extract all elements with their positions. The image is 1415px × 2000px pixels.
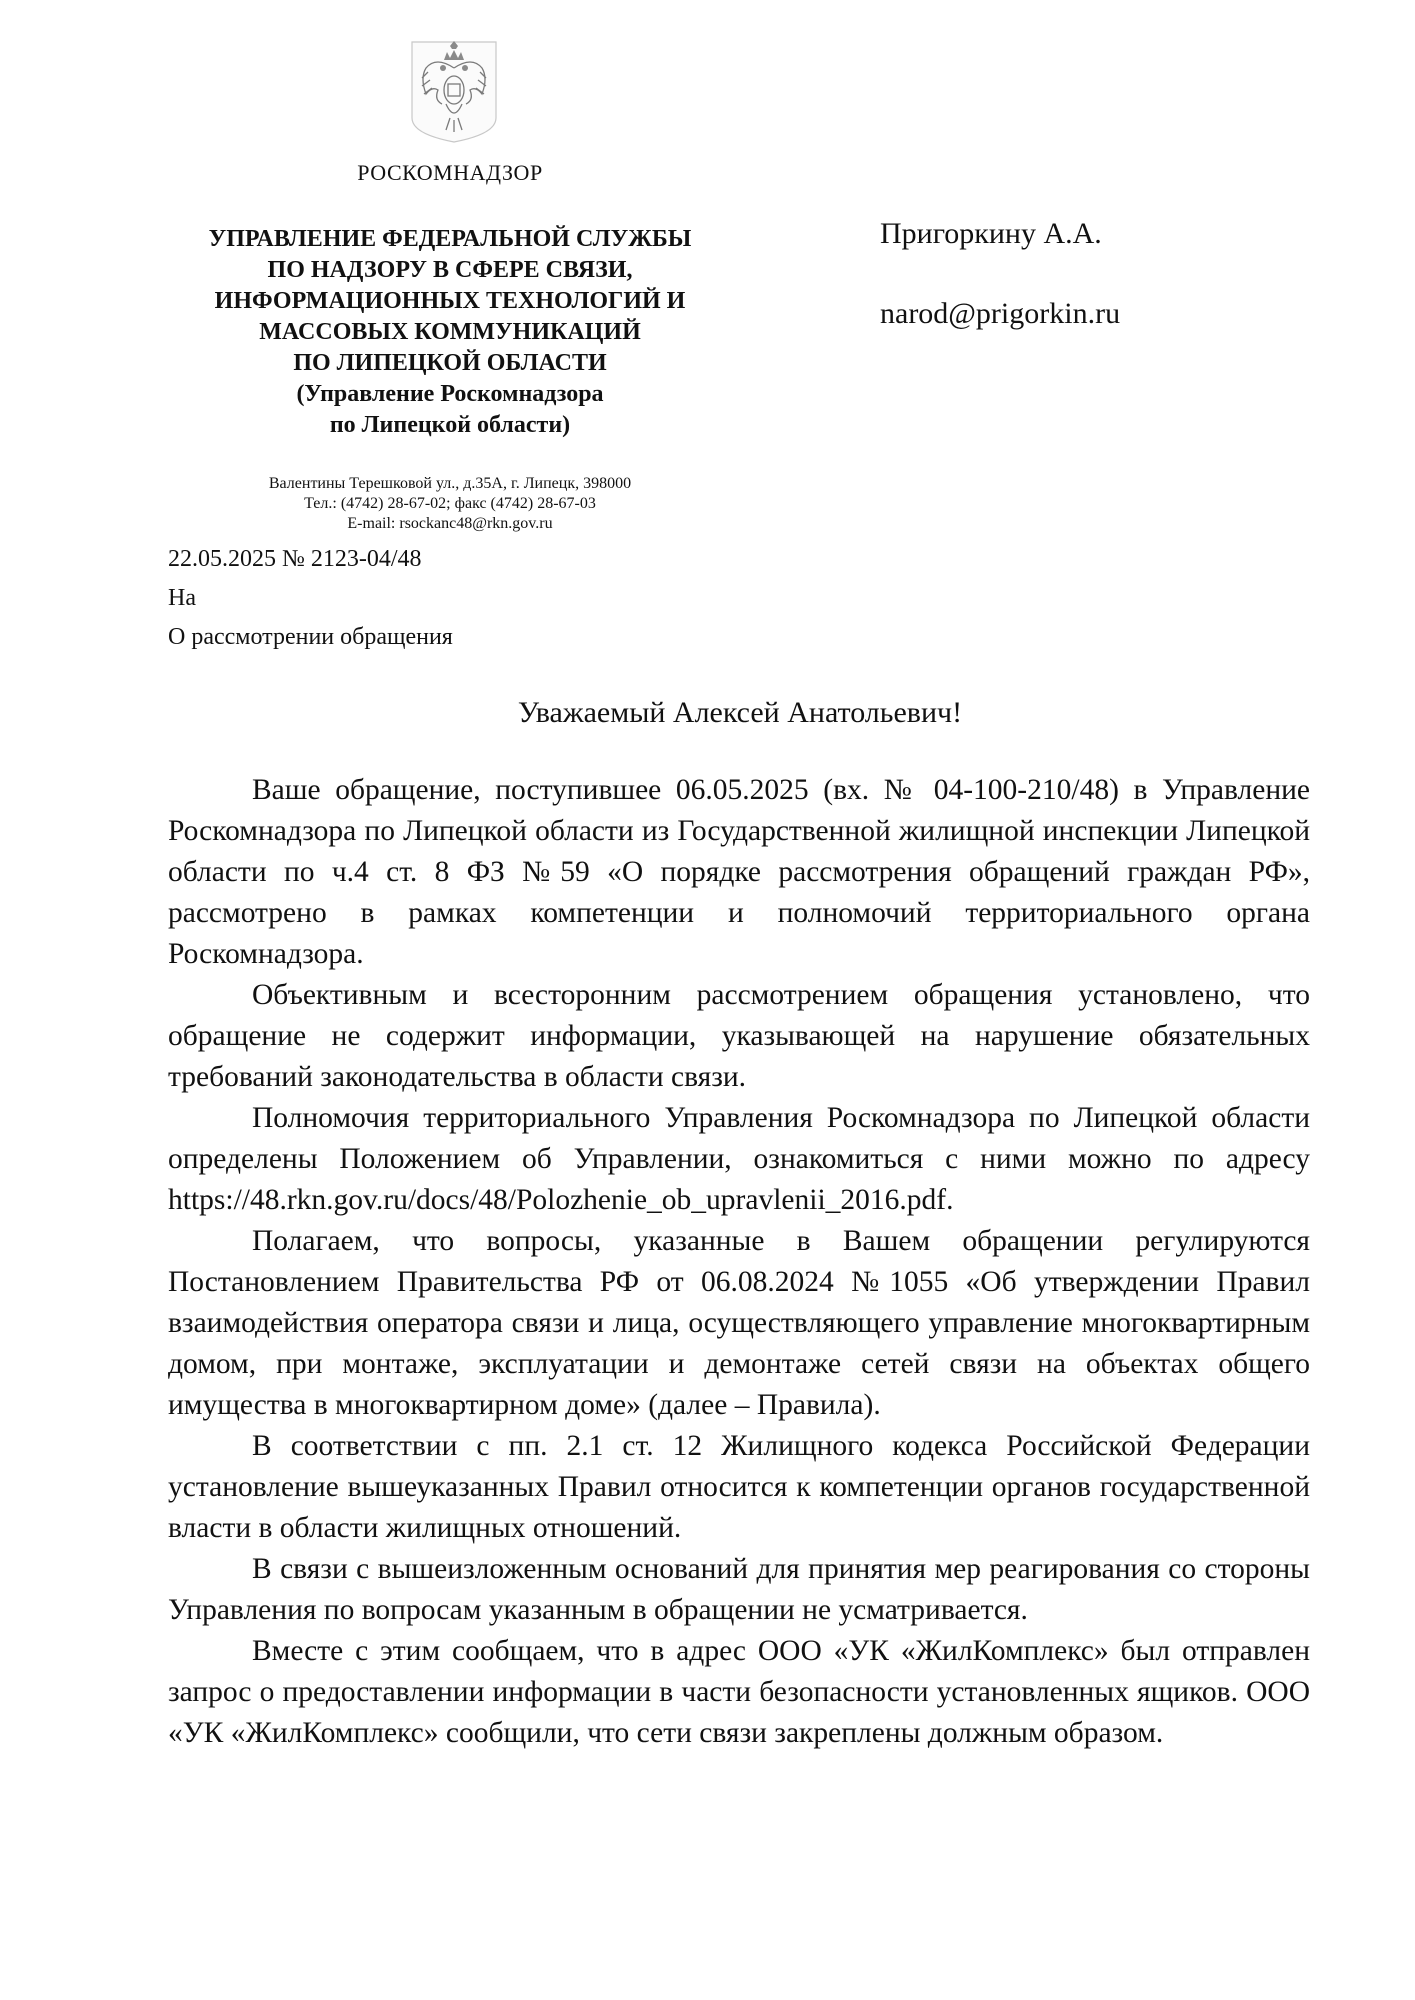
document-subject: О рассмотрении обращения (168, 624, 453, 650)
document-meta (168, 540, 868, 657)
letter-body (168, 770, 1310, 1754)
agency-name-line: ПО ЛИПЕЦКОЙ ОБЛАСТИ (293, 350, 607, 376)
agency-address: Валентины Терешковой ул., д.35А, г. Липецк, 398000 (268, 475, 632, 492)
agency-name-line: ПО НАДЗОРУ В СФЕРЕ СВЯЗИ, (267, 257, 633, 283)
agency-full-name (160, 224, 740, 441)
body-paragraph: Полагаем, что вопросы, указанные в Вашем обращении регулируются Постановлением Правительства РФ от 06.08.2024 №1055 «Об утверждении Правил взаимодействия оператора связи и лица, осуществляющего управление многоквартирным домом, при монтаже, эксплуатации и демонтаже сетей связи на объектах общего имущества в многоквартирном доме» (далее – Правила). (168, 1225, 1310, 1421)
agency-name-line: УПРАВЛЕНИЕ ФЕДЕРАЛЬНОЙ СЛУЖБЫ (208, 226, 692, 252)
agency-contacts (160, 474, 740, 534)
body-paragraph: Вместе с этим сообщаем, что в адрес ООО «УК «ЖилКомплекс» был отправлен запрос о предоставлении информации в части безопасности установленных ящиков. ООО «УК «ЖилКомплекс» сообщили, что сети связи закреплены должным образом. (168, 1635, 1310, 1749)
agency-name-line: по Липецкой области) (329, 412, 571, 438)
body-paragraph: Полномочия территориального Управления Роскомнадзора по Липецкой области определены Положением об Управлении, ознакомиться с ними можно по адресу https://48.rkn.gov.ru/docs/48/Polozhenie_ob_upravlenii_2016.pdf. (168, 1102, 1310, 1216)
agency-name-line: ИНФОРМАЦИОННЫХ ТЕХНОЛОГИЙ И (214, 288, 686, 314)
salutation: Уважаемый Алексей Анатольевич! (517, 696, 963, 729)
body-paragraph: Объективным и всесторонним рассмотрением обращения установлено, что обращение не содержит информации, указывающей на нарушение обязательных требований законодательства в области связи. (168, 979, 1310, 1093)
recipient-name: Пригоркину А.А. (880, 217, 1102, 250)
document-reply-to: На (168, 585, 196, 611)
agency-name-line: МАССОВЫХ КОММУНИКАЦИЙ (259, 319, 641, 345)
recipient-email: narod@prigorkin.ru (880, 297, 1121, 330)
coat-of-arms-icon (406, 38, 502, 144)
body-paragraph: В соответствии с пп. 2.1 ст. 12 Жилищного кодекса Российской Федерации установление вышеуказанных Правил относится к компетенции органов государственной власти в области жилищных отношений. (168, 1430, 1310, 1544)
agency-phone: Тел.: (4742) 28-67-02; факс (4742) 28-67-03 (304, 495, 596, 512)
agency-name-line: (Управление Роскомнадзора (296, 381, 604, 407)
recipient-block (880, 214, 1300, 334)
body-paragraph: В связи с вышеизложенным оснований для принятия мер реагирования со стороны Управления по вопросам указанным в обращении не усматривается. (168, 1553, 1310, 1626)
agency-short-name: РОСКОМНАДЗОР (357, 160, 543, 185)
body-paragraph: Ваше обращение, поступившее 06.05.2025 (вх. № 04-100-210/48) в Управление Роскомнадзора по Липецкой области из Государственной жилищной инспекции Липецкой области по ч.4 ст. 8 ФЗ №59 «О порядке рассмотрения обращений граждан РФ», рассмотрено в рамках компетенции и полномочий территориального органа Роскомнадзора. (168, 774, 1310, 970)
agency-email: E-mail: rsockanc48@rkn.gov.ru (347, 515, 553, 532)
document-date-number: 22.05.2025 № 2123-04/48 (168, 546, 422, 572)
